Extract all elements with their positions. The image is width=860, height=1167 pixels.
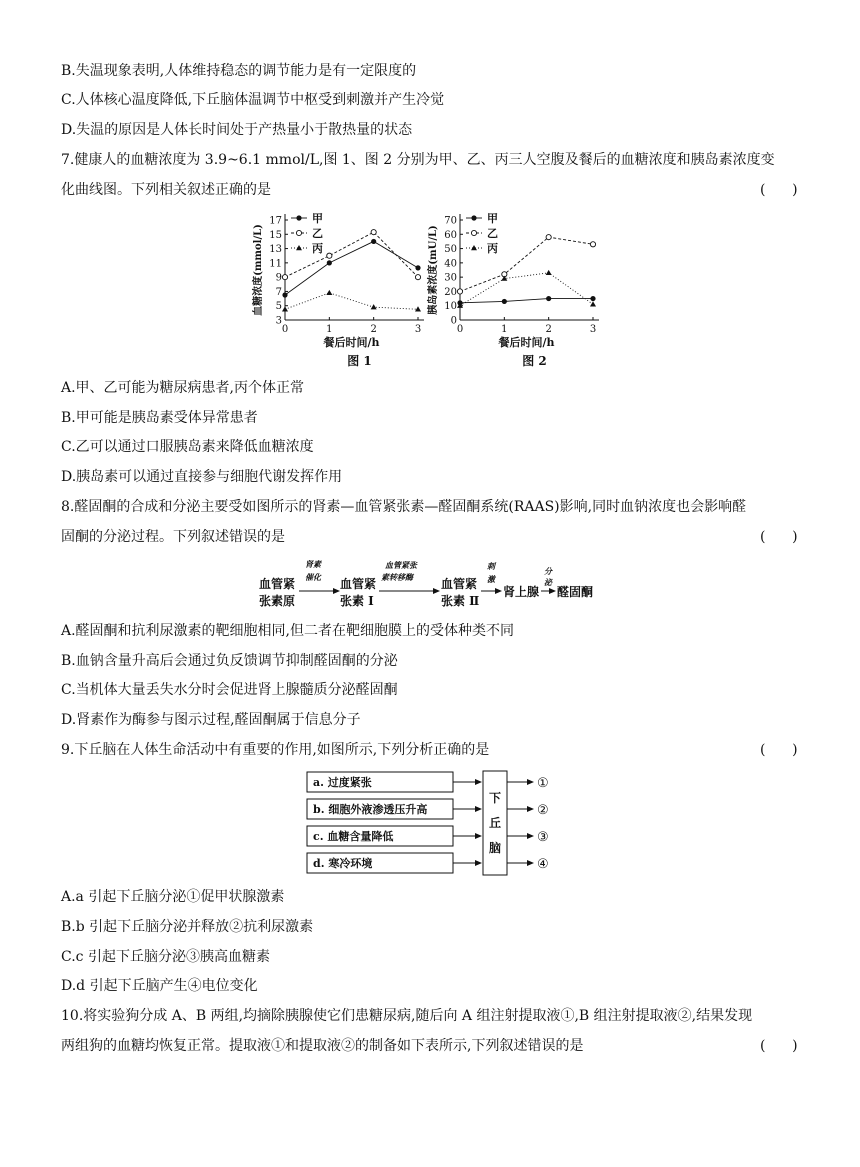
output-label-3: ③ [537,830,549,845]
fig1-series-3-point [371,304,377,309]
fig2-series-1-point [502,299,507,304]
raas-node-angiotensin1-l1: 血管紧 [340,577,377,591]
q7-stem-line2: 化曲线图。下列相关叙述正确的是 [61,182,271,198]
fig2-series-2-point [546,235,551,240]
fig1-series-1-point [415,265,420,270]
q8-option-b: B.血钠含量升高后会通过负反馈调节抑制醛固酮的分泌 [61,653,398,669]
fig2-series-1-point [590,296,595,301]
q6-option-d: D.失温的原因是人体长时间处于产热量小于散热量的状态 [61,122,413,138]
output-label-4: ④ [537,857,549,872]
fig2-legend-label-2: 乙 [487,227,498,240]
fig2-x-tick-label: 0 [456,324,464,335]
fig1-legend-label-2: 乙 [312,227,323,240]
fig1-series-2-point [282,275,287,280]
fig2-y-tick-label: 60 [444,229,457,241]
fig2-caption: 图 2 [522,354,547,368]
hypothalamus-label-1: 下 [488,791,502,805]
fig2-x-tick-label: 2 [545,324,552,335]
fig1-y-axis-label: 血糖浓度(mmol/L) [253,224,264,316]
q8-answer-paren: ( ) [760,529,798,545]
fig1-x-tick-label: 0 [281,324,289,335]
fig2-series-1-point [546,296,551,301]
fig1-series-3-point [326,290,332,295]
fig2-legend-label-3: 丙 [487,242,498,255]
fig2-x-tick-label: 1 [501,324,508,335]
raas-node-aldosterone: 醛固酮 [557,585,594,599]
fig1-series-2-point [415,275,420,280]
hypothalamus-label-3: 脑 [488,841,502,855]
input-label-a: a. 过度紧张 [313,776,372,789]
q10-stem-line1: 10.将实验狗分成 A、B 两组,均摘除胰腺使它们患糖尿病,随后向 A 组注射提取液①,B 组注射提取液②,结果发现 [61,1008,753,1024]
fig1-x-tick-label: 2 [370,324,377,335]
q9-answer-paren: ( ) [760,742,798,758]
fig2-series-1 [457,296,595,305]
raas-node-angiotensinogen-l2: 张素原 [259,594,296,608]
fig1-series-3-line [285,293,418,309]
q8-option-c: C.当机体大量丢失水分时会促进肾上腺髓质分泌醛固酮 [61,682,398,698]
raas-node-angiotensinogen-l1: 血管紧 [259,577,296,591]
input-label-c: c. 血糖含量降低 [313,830,394,843]
fig2-x-tick-label: 3 [589,324,597,335]
raas-arrow3-label-l2: 激 [487,574,495,584]
q9-option-a: A.a 引起下丘脑分泌①促甲状腺激素 [61,889,285,905]
q8-option-a: A.醛固酮和抗利尿激素的靶细胞相同,但二者在靶细胞膜上的受体种类不同 [61,623,515,639]
fig2-series-1-line [460,299,593,303]
fig2-y-tick-label: 40 [444,258,457,270]
q7-option-b: B.甲可能是胰岛素受体异常患者 [61,410,258,426]
raas-flow-diagram [255,558,605,616]
fig1-series-2 [282,230,420,280]
fig1-series-3 [282,290,421,312]
q6-option-c: C.人体核心温度降低,下丘脑体温调节中枢受到刺激并产生冷觉 [61,92,445,108]
fig2-legend-label-1: 甲 [487,212,498,225]
fig1-y-tick-label: 3 [275,315,282,327]
q7-stem-line1: 7.健康人的血糖浓度为 3.9~6.1 mmol/L,图 1、图 2 分别为甲、乙、丙三人空腹及餐后的血糖浓度和胰岛素浓度变 [61,152,775,168]
fig2-y-tick-label: 70 [444,215,457,227]
raas-arrow1-label-l2: 催化 [305,572,321,582]
fig1-y-tick-label: 7 [275,286,282,298]
fig2-series-2-point [457,289,462,294]
fig1-series-2-point [327,253,332,258]
fig2-series-2-line [460,237,593,291]
fig2-y-tick-label: 30 [444,272,457,284]
output-label-1: ① [537,776,549,791]
fig2-y-tick-label: 10 [444,301,457,313]
raas-arrow2-label-l1: 血管紧张 [385,560,417,570]
fig1-x-tick-label: 1 [326,324,333,335]
fig1-series-2-point [371,230,376,235]
fig1-series-1-point [282,292,287,297]
q7-answer-paren: ( ) [760,182,798,198]
fig1-legend-marker-3 [296,245,302,250]
fig2-x-axis-label: 餐后时间/h [498,336,555,349]
fig1-series-3-point [415,306,421,311]
q9-option-c: C.c 引起下丘脑分泌③胰高血糖素 [61,949,270,965]
fig1-series-1-point [327,260,332,265]
q9-stem: 9.下丘脑在人体生命活动中有重要的作用,如图所示,下列分析正确的是 [61,742,490,758]
fig1-y-tick-label: 9 [275,272,282,284]
fig1-legend-marker-2 [296,230,301,235]
fig2-legend-marker-2 [471,230,476,235]
raas-arrow1-label-l1: 肾素 [305,559,321,569]
fig1-y-tick-label: 17 [269,215,282,227]
fig1-legend-label-3: 丙 [312,242,323,255]
q9-option-d: D.d 引起下丘脑产生④电位变化 [61,978,258,994]
fig1-y-tick-label: 13 [269,244,282,256]
hypothalamus-label-2: 丘 [488,816,502,830]
fig1-y-tick-label: 11 [269,258,282,270]
fig1-x-axis-label: 餐后时间/h [323,336,380,349]
raas-node-angiotensin2-l2: 张素 Ⅱ [441,594,480,608]
raas-node-angiotensin2-l1: 血管紧 [441,577,478,591]
q7-option-c: C.乙可以通过口服胰岛素来降低血糖浓度 [61,439,314,455]
input-label-d: d. 寒冷环境 [313,857,373,870]
output-label-2: ② [537,803,549,818]
q7-option-a: A.甲、乙可能为糖尿病患者,丙个体正常 [61,380,305,396]
figure-2-insulin-chart [425,208,615,370]
fig2-y-axis-label: 胰岛素浓度(mU/L) [428,225,439,315]
fig2-y-tick-label: 20 [444,286,457,298]
raas-arrow4-label-l1: 分 [544,566,552,576]
q10-answer-paren: ( ) [760,1038,798,1054]
raas-node-angiotensin1-l2: 张素 Ⅰ [340,594,374,608]
q6-option-b: B.失温现象表明,人体维持稳态的调节能力是有一定限度的 [61,63,417,79]
q10-stem-line2: 两组狗的血糖均恢复正常。提取液①和提取液②的制备如下表所示,下列叙述错误的是 [61,1038,584,1054]
fig2-series-3-point [590,301,596,306]
fig2-y-tick-label: 0 [450,315,457,327]
fig1-series-1-line [285,241,418,295]
fig1-caption: 图 1 [347,354,372,368]
q8-stem-line1: 8.醛固酮的合成和分泌主要受如图所示的肾素—血管紧张素—醛固酮系统(RAAS)影响,同时血钠浓度也会影响醛 [61,499,747,515]
fig1-x-tick-label: 3 [414,324,422,335]
raas-arrow3-label-l1: 刺 [487,561,495,571]
hypothalamus-diagram [305,768,560,880]
figure-1-blood-glucose-chart [250,208,440,370]
fig1-series-1-point [371,239,376,244]
raas-arrow4-label-l2: 泌 [544,577,552,587]
fig1-legend-marker-1 [296,215,301,220]
q9-option-b: B.b 引起下丘脑分泌并释放②抗利尿激素 [61,919,314,935]
fig2-series-3-point [546,270,552,275]
q8-option-d: D.肾素作为酶参与图示过程,醛固酮属于信息分子 [61,712,361,728]
input-label-b: b. 细胞外液渗透压升高 [313,803,428,816]
fig1-series-2-line [285,232,418,277]
q7-option-d: D.胰岛素可以通过直接参与细胞代谢发挥作用 [61,469,343,485]
raas-arrow2-label-l2: 素转移酶 [381,572,413,582]
fig2-legend-marker-3 [471,245,477,250]
q8-stem-line2: 固酮的分泌过程。下列叙述错误的是 [61,529,285,545]
fig2-series-2-point [590,242,595,247]
raas-node-adrenal: 肾上腺 [503,585,540,599]
fig2-series-3-line [460,273,593,306]
fig2-y-tick-label: 50 [444,244,457,256]
fig1-y-tick-label: 15 [269,229,282,241]
fig1-series-3-point [282,306,288,311]
fig1-legend-label-1: 甲 [312,212,323,225]
fig1-y-tick-label: 5 [275,301,282,313]
fig2-series-2 [457,235,595,294]
fig2-legend-marker-1 [471,215,476,220]
